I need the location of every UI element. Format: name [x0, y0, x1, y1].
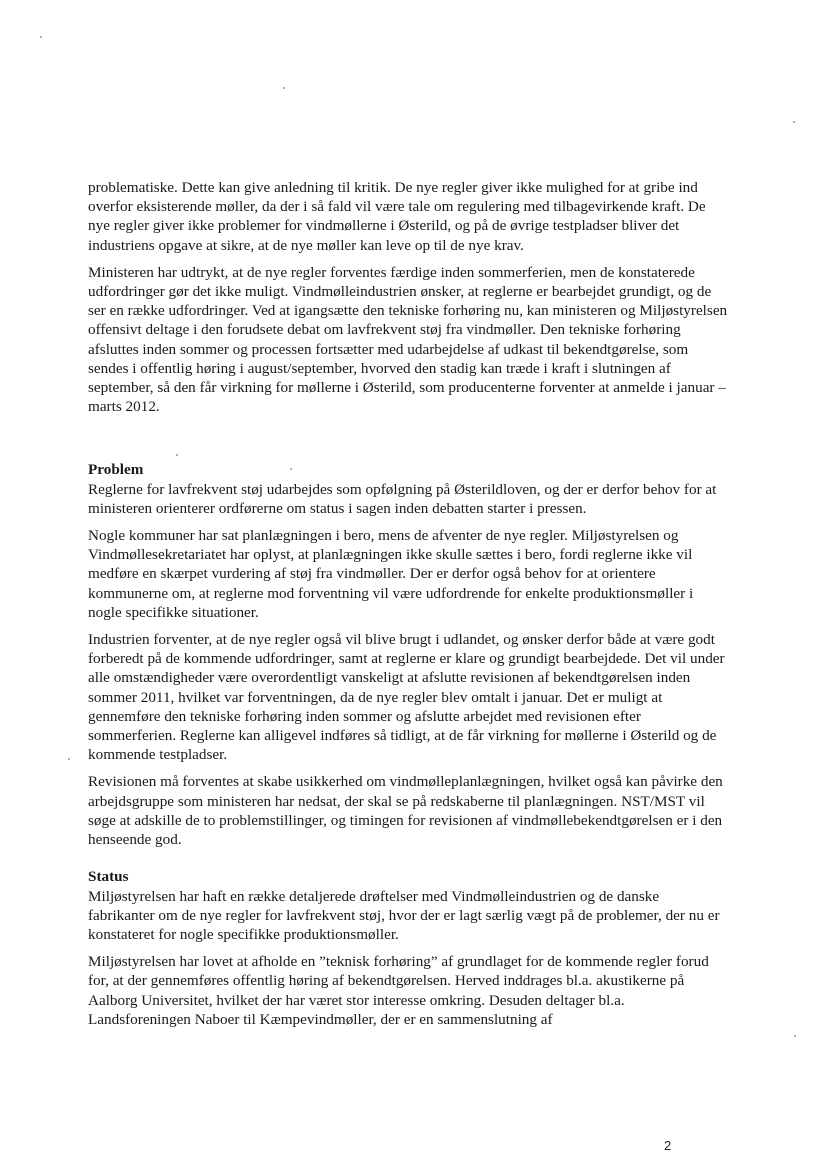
document-body [88, 178, 728, 1037]
scan-speck [793, 121, 795, 123]
paragraph: Miljøstyrelsen har haft en række detaljerede drøftelser med Vindmølleindustrien og de danske fabrikanter om de nye regler for lavfrekvent støj, hvor der er lagt særlig vægt på de problemer, der nu er konstateret for nogle specifikke produktionsmøller. [88, 887, 720, 943]
paragraph: Revisionen må forventes at skabe usikkerhed om vindmølleplanlægningen, hvilket også kan påvirke den arbejdsgruppe som ministeren har nedsat, der skal se på redskaberne til planlægningen. NST/MST vil søge at adskille de to problemstillinger, og timingen for revisionen af vindmøllebekendtgørelsen er i den henseende god. [88, 773, 723, 849]
section-heading-status: Status [88, 868, 129, 886]
section-heading-problem: Problem [88, 461, 144, 479]
scan-speck [40, 36, 42, 38]
paragraph: Nogle kommuner har sat planlægningen i bero, mens de afventer de nye regler. Miljøstyrelsen og Vindmøllesekretariatet har oplyst, at planlægningen ikke skulle sættes i bero, fordi reglerne ikke vil medføre en skærpet vurdering af støj fra vindmøller. Der er derfor også behov for at orientere kommunerne om, at reglerne mod forventning vil være udfordrende for enkelte produktionsmøller i nogle specifikke situationer. [88, 527, 694, 621]
scan-speck [794, 1035, 796, 1037]
paragraph: Ministeren har udtrykt, at de nye regler forventes færdige inden sommerferien, men de konstaterede udfordringer gør det ikke muligt. Vindmølleindustrien ønsker, at reglerne er bearbejdet grundigt, og de ser en række udfordringer. Ved at igangsætte den tekniske forhøring nu, kan ministeren og Miljøstyrelsen offensivt deltage i den forudsete debat om lavfrekvent støj fra vindmøller. Den tekniske forhøring afsluttes inden sommer og processen fortsætter med udarbejdelse af udkast til bekendtgørelse, som sendes i offentlig høring i august/september, hvorved den stadig kan træde i kraft i slutningen af september, så den får virkning for møllerne i Østerild, som producenterne forventer at anmelde i januar – marts 2012. [88, 263, 728, 416]
section-spacer [88, 434, 728, 460]
scan-speck [68, 758, 70, 760]
paragraph: problematiske. Dette kan give anledning til kritik. De nye regler giver ikke mulighed for at gribe ind overfor eksisterende møller, da der i så fald vil være tale om regulering med tilbagevirkende kraft. De nye regler giver ikke problemer for vindmøllerne i Østerild, og på de øvrige testpladser bliver det industriens opgave at sikre, at de nye møller kan leve op til de nye krav. [88, 179, 706, 254]
page-number: 2 [664, 1138, 672, 1153]
paragraph: Miljøstyrelsen har lovet at afholde en ”teknisk forhøring” af grundlaget for de kommende regler forud for, at der gennemføres offentlig høring af bekendtgørelsen. Herved inddrages bl.a. akustikerne på Aalborg Universitet, hvilket der har været stor interesse omkring. Desuden deltager bl.a. Landsforeningen Naboer til Kæmpevindmøller, der er en sammenslutning af [88, 953, 709, 1028]
paragraph: Industrien forventer, at de nye regler også vil blive brugt i udlandet, og ønsker derfor både at være godt forberedt på de kommende udfordringer, samt at reglerne er klare og grundigt bearbejdede. Det vil under alle omstændigheder være overordentligt vanskeligt at afslutte revisionen af bekendtgørelsen inden sommer 2011, hvilket var forventningen, da de nye regler blev omtalt i januar. Det er muligt at gennemføre den tekniske forhøring inden sommer og afslutte arbejdet med revisionen efter sommerferien. Reglerne kan alligevel indføres så tidligt, at de får virkning for møllerne i Østerild og de kommende testpladser. [88, 631, 725, 764]
paragraph: Reglerne for lavfrekvent støj udarbejdes som opfølgning på Østerildloven, og der er derfor behov for at ministeren orienterer ordførerne om status i sagen inden debatten starter i pressen. [88, 480, 717, 517]
scan-speck [283, 87, 285, 89]
